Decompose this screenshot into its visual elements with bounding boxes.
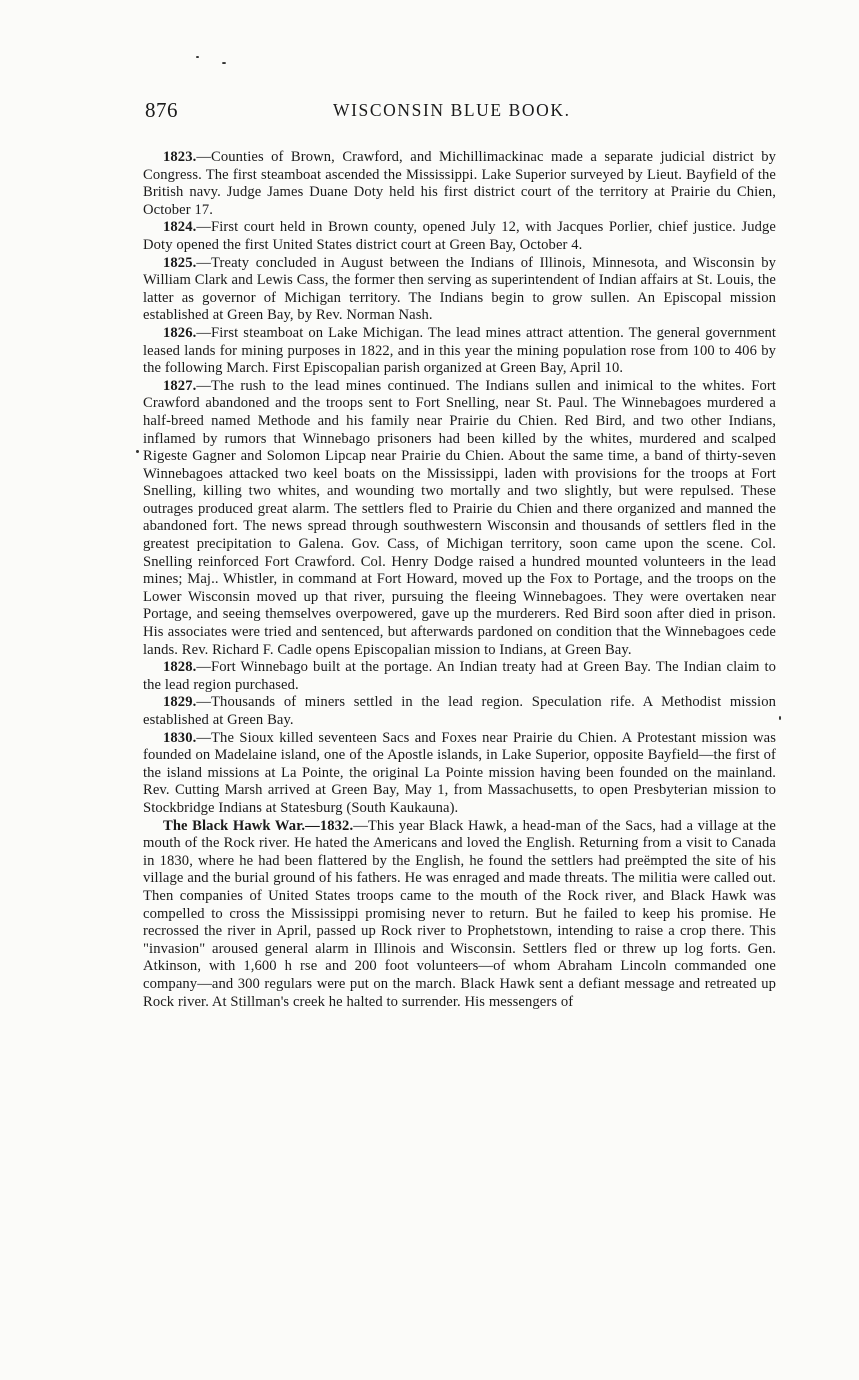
page-header (145, 98, 775, 124)
entry-year: 1827. (163, 377, 197, 394)
entry-1825 (143, 255, 776, 325)
entry-text: —First court held in Brown county, opened July 12, with Jacques Porlier, chief justice. Judge Doty opened the first United States district court at Green Bay, October 4. (143, 219, 776, 253)
entry-year: 1828. (163, 659, 197, 676)
entry-text: —Fort Winnebago built at the portage. An Indian treaty had at Green Bay. The Indian claim to the lead region purchased. (143, 659, 776, 693)
entry-text: —Thousands of miners settled in the lead region. Speculation rife. A Methodist mission established at Green Bay. (143, 694, 776, 728)
section-heading: The Black Hawk War.—1832. (163, 817, 354, 834)
print-speck (779, 716, 781, 720)
entry-year: 1825. (163, 254, 197, 271)
entry-1828 (143, 659, 776, 694)
entry-1827 (143, 378, 776, 660)
entry-1829 (143, 694, 776, 729)
page-body (143, 149, 776, 1011)
entry-year: 1830. (163, 729, 197, 746)
entry-text: —Treaty concluded in August between the Indians of Illinois, Minnesota, and Wisconsin by William Clark and Lewis Cass, the former then serving as superintendent of Indian affairs at St. Louis, the latter as governor of Michigan territory. The Indians begin to grow sullen. An Episcopal mission established at Green Bay, by Rev. Norman Nash. (143, 254, 776, 324)
page-number: 876 (145, 98, 178, 122)
entry-text: —Counties of Brown, Crawford, and Michillimackinac made a separate judicial district by Congress. The first steamboat ascended the Mississippi. Lake Superior surveyed by Lieut. Bayfield of the British navy. Judge James Duane Doty held his first district court of the territory at Prairie du Chien, October 17. (143, 149, 776, 218)
running-title: WISCONSIN BLUE BOOK. (333, 100, 571, 120)
print-speck (196, 56, 199, 58)
entry-1824 (143, 219, 776, 254)
entry-text: —The rush to the lead mines continued. The Indians sullen and inimical to the whites. Fort Crawford abandoned and the troops sent to Fort Snelling, near St. Paul. The Winnebagoes murdered a half-breed named Methode and his family near Prairie du Chien. Red Bird, and two other Indians, inflamed by rumors that Winnebago prisoners had been killed by the whites, murdered and scalped Rigeste Gagner and Solomon Lipcap near Prairie du Chien. About the same time, a band of thirty-seven Winnebagoes attacked two keel boats on the Mississippi, laden with provisions for the troops at Fort Snelling, killing two whites, and wounding two mortally and two slightly, but were repulsed. These outrages produced great alarm. The settlers fled to Prairie du Chien and there organized and manned the abandoned fort. The news spread through southwestern Wisconsin and thousands of settlers fled in the greatest precipitation to Galena. Gov. Cass, of Michigan territory, soon came upon the scene. Col. Snelling reinforced Fort Crawford. Col. Henry Dodge raised a hundred mounted volunteers in the lead mines; Maj.. Whistler, in command at Fort Howard, moved up the Fox to Portage, and the troops on the Lower Wisconsin moved up that river, pursuing the fleeing Winnebagoes. They were overtaken near Portage, and seeing themselves overpowered, gave up the murderers. Red Bird soon after died in prison. His associates were tried and sentenced, but afterwards pardoned on condition that the Winnebagoes cede lands. Rev. Richard F. Cadle opens Episcopalian mission to Indians, at Green Bay. (143, 377, 776, 658)
entry-1826 (143, 325, 776, 378)
entry-year: 1826. (163, 324, 197, 341)
print-speck (222, 62, 226, 64)
entry-1830 (143, 730, 776, 818)
entry-year: 1824. (163, 219, 197, 236)
entry-year: 1829. (163, 694, 197, 711)
entry-text: —The Sioux killed seventeen Sacs and Foxes near Prairie du Chien. A Protestant mission was founded on Madelaine island, one of the Apostle islands, in Lake Superior, opposite Bayfield—the first of the island missions at La Pointe, the original La Pointe mission having been founded on the mainland. Rev. Cutting Marsh arrived at Green Bay, May 1, from Massachusetts, to open Presbyterian mission to Stockbridge Indians at Statesburg (South Kaukauna). (143, 729, 776, 816)
entry-text: —This year Black Hawk, a head-man of the Sacs, had a village at the mouth of the Rock river. He hated the Americans and loved the English. Returning from a visit to Canada in 1830, where he had been flattered by the English, he found the settlers had preëmpted the site of his village and the burial ground of his fathers. He was enraged and made threats. The militia were called out. Then companies of United States troops came to the mouth of the Rock river, and Black Hawk was compelled to cross the Mississippi promising never to return. But he failed to keep his promise. He recrossed the river in April, passed up Rock river to Prophetstown, intending to raise a crop there. This "invasion" aroused general alarm in Illinois and Wisconsin. Settlers fled or threw up log forts. Gen. Atkinson, with 1,600 h rse and 200 foot volunteers—of whom Abraham Lincoln commanded one company—and 300 regulars were put on the march. Black Hawk sent a defiant message and retreated up Rock river. At Stillman's creek he halted to surrender. His messengers of (143, 817, 777, 1010)
entry-1823 (143, 149, 776, 219)
entry-black-hawk-war (143, 818, 776, 1012)
entry-text: —First steamboat on Lake Michigan. The lead mines attract attention. The general government leased lands for mining purposes in 1822, and in this year the mining population rose from 100 to 406 by the following March. First Episcopalian parish organized at Green Bay, April 10. (143, 324, 776, 377)
print-speck (136, 450, 139, 453)
entry-year: 1823. (163, 149, 197, 165)
